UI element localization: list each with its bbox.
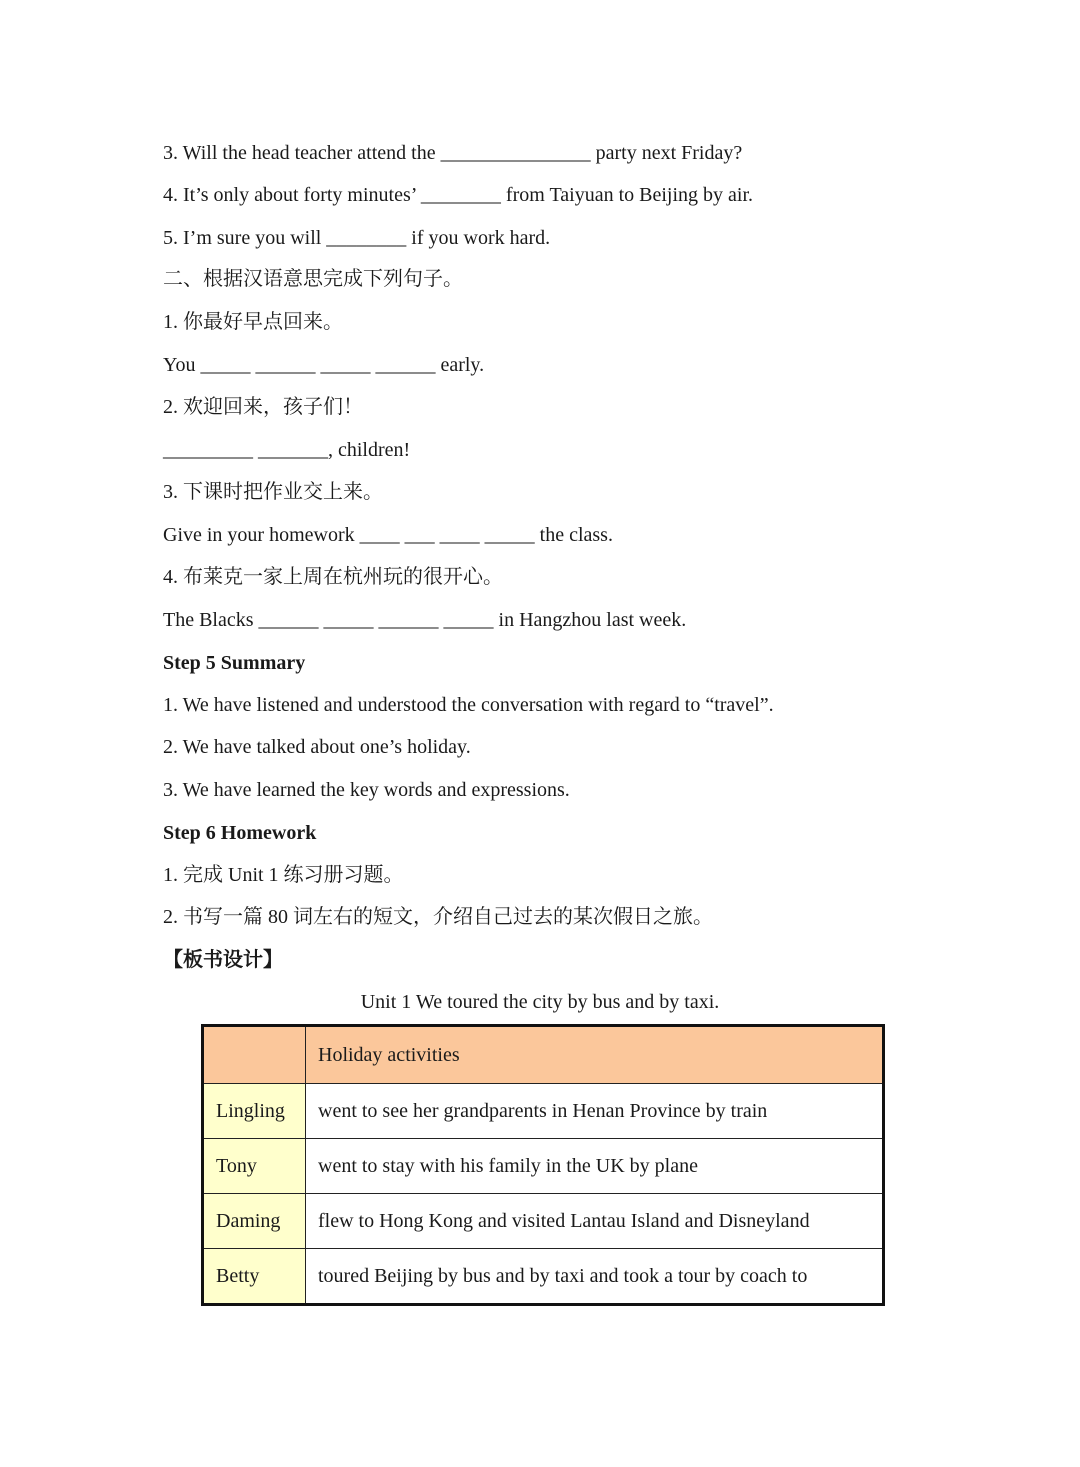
summary-item-1: 1. We have listened and understood the conversation with regard to “travel”. <box>163 694 774 716</box>
board-design-heading: 【板书设计】 <box>163 949 283 971</box>
section-heading-translation: 二、根据汉语意思完成下列句子。 <box>163 268 463 290</box>
board-table-column-header: Holiday activities <box>306 1026 884 1084</box>
activity-cell: went to stay with his family in the UK by plane <box>306 1139 884 1194</box>
translation-item-3-english: Give in your homework ____ ___ ____ _____ the class. <box>163 524 613 546</box>
table-row <box>203 1084 884 1139</box>
board-table-corner-cell <box>203 1026 306 1084</box>
translation-item-3-chinese: 3. 下课时把作业交上来。 <box>163 481 383 503</box>
homework-item-2: 2. 书写一篇 80 词左右的短文，介绍自己过去的某次假日之旅。 <box>163 906 713 928</box>
translation-item-4-english: The Blacks ______ _____ ______ _____ in Hangzhou last week. <box>163 609 687 631</box>
translation-item-1-english: You _____ ______ _____ ______ early. <box>163 354 485 376</box>
exercise-item-4: 4. It’s only about forty minutes’ ________ from Taiyuan to Beijing by air. <box>163 184 754 206</box>
activity-cell: toured Beijing by bus and by taxi and took a tour by coach to <box>306 1249 884 1305</box>
board-table-header-row <box>203 1026 884 1084</box>
exercise-item-3: 3. Will the head teacher attend the _______________ party next Friday? <box>163 142 743 164</box>
board-caption: Unit 1 We toured the city by bus and by taxi. <box>360 991 720 1013</box>
board-table <box>201 1024 885 1306</box>
translation-item-2-english: _________ _______, children! <box>163 439 411 461</box>
table-row <box>203 1139 884 1194</box>
activity-cell: flew to Hong Kong and visited Lantau Island and Disneyland <box>306 1194 884 1249</box>
translation-item-4-chinese: 4. 布莱克一家上周在杭州玩的很开心。 <box>163 566 503 588</box>
table-row <box>203 1194 884 1249</box>
translation-item-1-chinese: 1. 你最好早点回来。 <box>163 311 343 333</box>
student-name-cell: Tony <box>203 1139 306 1194</box>
exercise-item-5: 5. I’m sure you will ________ if you work hard. <box>163 227 551 249</box>
summary-item-2: 2. We have talked about one’s holiday. <box>163 736 471 758</box>
translation-item-2-chinese: 2. 欢迎回来，孩子们！ <box>163 396 363 418</box>
student-name-cell: Daming <box>203 1194 306 1249</box>
student-name-cell: Lingling <box>203 1084 306 1139</box>
table-row <box>203 1249 884 1305</box>
summary-item-3: 3. We have learned the key words and expressions. <box>163 779 570 801</box>
activity-cell: went to see her grandparents in Henan Province by train <box>306 1084 884 1139</box>
step5-heading: Step 5 Summary <box>163 652 306 674</box>
student-name-cell: Betty <box>203 1249 306 1305</box>
homework-item-1: 1. 完成 Unit 1 练习册习题。 <box>163 864 404 886</box>
step6-heading: Step 6 Homework <box>163 822 317 844</box>
